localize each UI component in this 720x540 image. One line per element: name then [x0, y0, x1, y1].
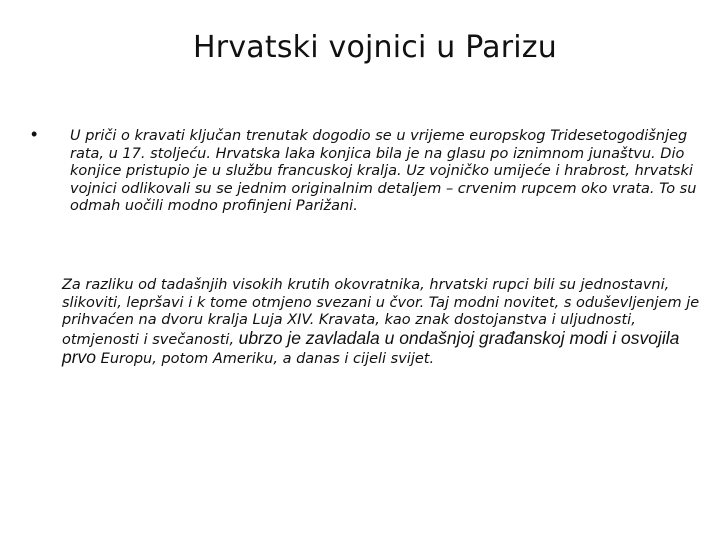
paragraph-1: U priči o kravati ključan trenutak dogodio se u vrijeme europskog Tridesetogodišnjeg rata, u 17. stoljeću. Hrvatska laka konjica bila je na glasu po iznimnom junaštvu. Dio konjice pristupio je u službu francuskoj kralja. Uz vojničko umijeće i hrabrost, hrvatski vojnici odlikovali su se jednim originalnim detaljem – crvenim rupcem oko vrata. To su odmah uočili modno profinjeni Parižani.: [70, 128, 697, 214]
paragraph-2-part-2: ubrzo je zavladala u ondašnjoj građanskoj modi i osvojila prvo: [62, 327, 680, 367]
slide-title: Hrvatski vojnici u Parizu: [193, 30, 557, 65]
paragraph-2-part-1: Za razliku od tadašnjih visokih krutih okovratnika, hrvatski rupci bili su jednostavni, slikoviti, lepršavi i k tome otmjeno svezani u čvor. Taj modni novitet, s oduševljenjem je prihvaćen na dvoru kralja Luja XIV. Kravata, kao znak dostojanstva i uljudnosti, otmjenosti i svečanosti,: [62, 277, 700, 348]
bullet-icon: •: [31, 124, 38, 144]
paragraph-2: [62, 277, 712, 369]
paragraph-2-part-3: Europu, potom Ameriku, a danas i cijeli svijet.: [100, 351, 435, 367]
